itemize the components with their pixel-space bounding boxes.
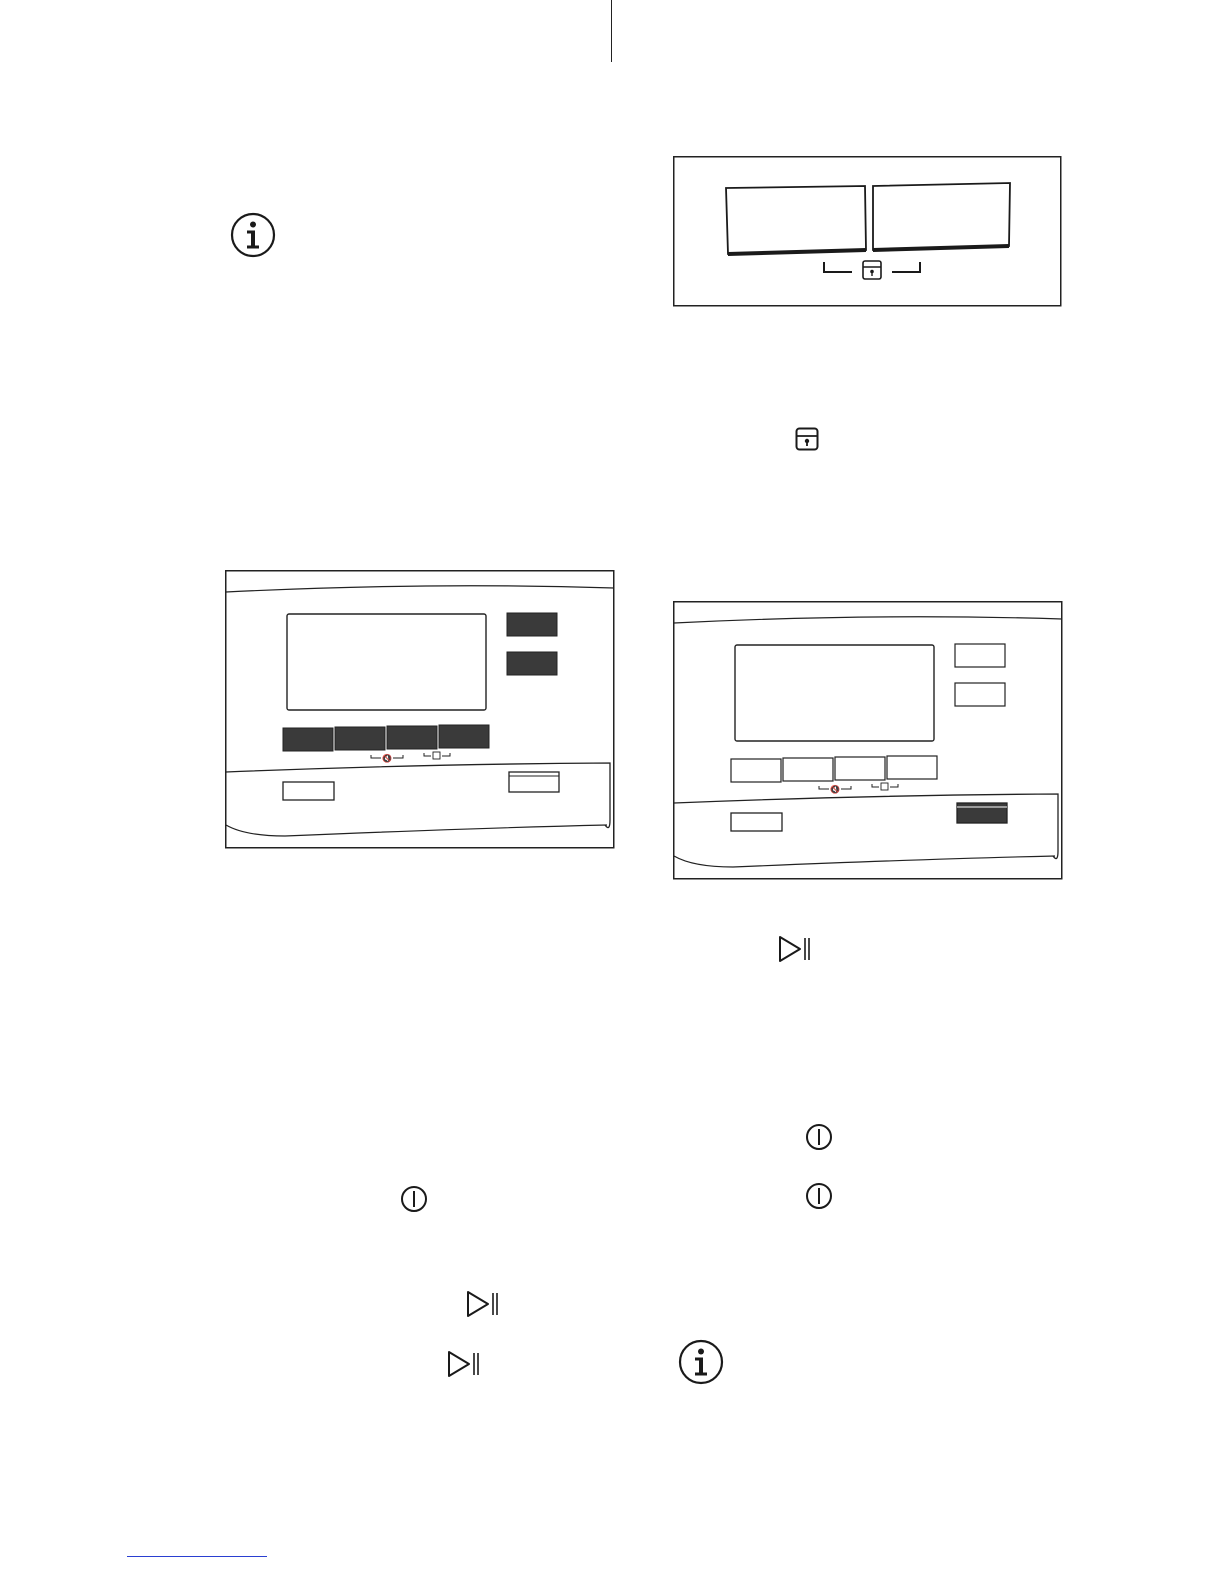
child-lock-figure — [673, 156, 1062, 307]
touchpad-2 — [873, 183, 1010, 252]
right-key-top — [955, 644, 1005, 667]
power-icon — [400, 1185, 428, 1213]
control-panel-right-figure — [673, 601, 1063, 880]
right-key-bottom — [955, 683, 1005, 706]
option-key-4 — [439, 725, 489, 748]
start-pause-key — [957, 803, 1007, 823]
right-key-top — [507, 613, 557, 636]
child-lock-icon — [795, 427, 819, 451]
control-panel-left-figure — [225, 570, 615, 849]
power-icon — [805, 1182, 833, 1210]
option-key-1 — [283, 728, 333, 751]
power-icon — [805, 1123, 833, 1151]
key-left-bottom — [283, 782, 334, 800]
touchpad-1 — [726, 186, 866, 256]
start-pause-icon — [778, 935, 812, 963]
svg-text:🔇: 🔇 — [830, 785, 840, 794]
footer-link[interactable] — [127, 1556, 267, 1557]
svg-text:🔇: 🔇 — [382, 754, 392, 763]
option-key-2 — [335, 727, 385, 750]
key-left-bottom — [731, 813, 782, 831]
info-icon — [230, 212, 276, 258]
option-key-2 — [783, 758, 833, 781]
option-key-1 — [731, 759, 781, 782]
start-pause-icon — [466, 1290, 500, 1318]
key-right-bottom — [509, 772, 559, 792]
option-key-3 — [835, 757, 885, 780]
option-key-3 — [387, 726, 437, 749]
option-key-4 — [887, 756, 937, 779]
info-icon — [678, 1339, 724, 1385]
right-key-bottom — [507, 652, 557, 675]
column-divider — [611, 0, 612, 62]
display-window — [287, 614, 486, 710]
display-window — [735, 645, 934, 741]
start-pause-icon — [447, 1350, 481, 1378]
child-lock-icon — [863, 261, 881, 279]
